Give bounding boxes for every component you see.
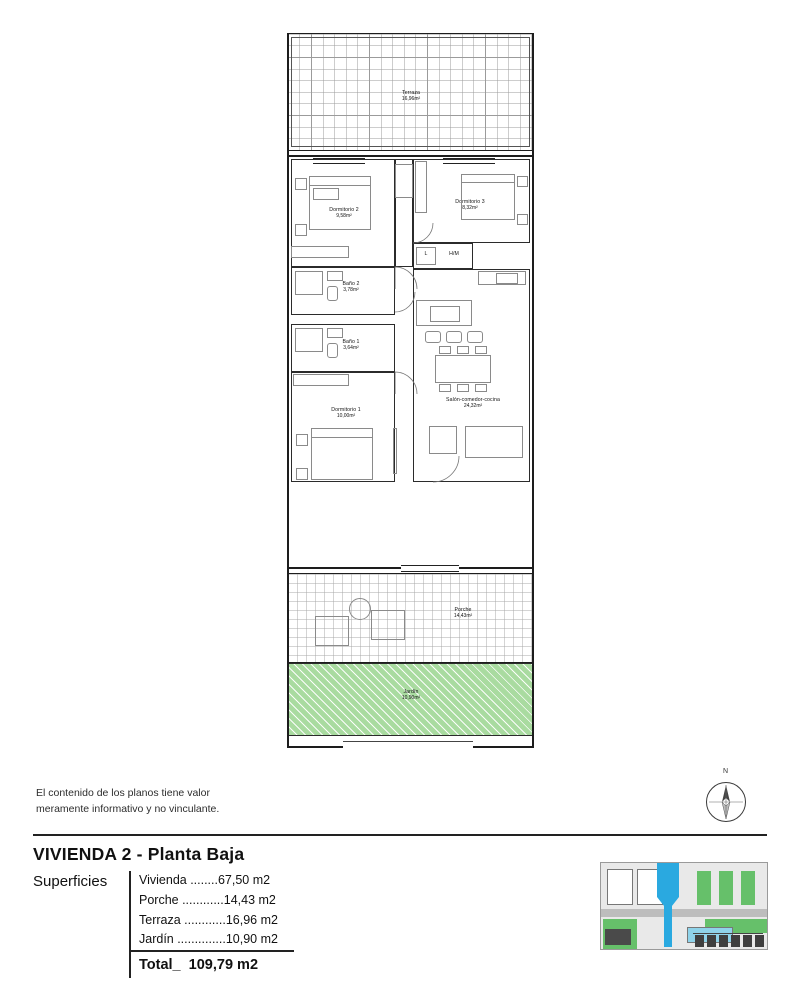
dining-chair-3 bbox=[475, 346, 487, 354]
kitchen-counter-left bbox=[416, 300, 472, 326]
disclaimer-line-2: meramente informativo y no vinculante. bbox=[36, 802, 220, 815]
plot-boundary-right bbox=[532, 33, 534, 748]
total-value: Total_ 109,79 m2 bbox=[139, 957, 259, 973]
cooktop bbox=[496, 273, 518, 284]
bar-stool-1 bbox=[425, 331, 441, 343]
compass-needle-icon bbox=[697, 768, 757, 828]
nightstand-3a bbox=[517, 176, 528, 187]
surfaces-list bbox=[129, 871, 278, 950]
terrace-label: Terraza 16,96m² bbox=[401, 90, 421, 102]
bar-stool-2 bbox=[446, 331, 462, 343]
plot-boundary-left bbox=[287, 33, 289, 748]
nightstand-3b bbox=[517, 214, 528, 225]
sink-2 bbox=[327, 271, 343, 281]
nightstand-2b bbox=[295, 224, 307, 236]
surface-row-jardin: Jardín ..............10,90 m2 bbox=[139, 932, 278, 947]
bed-headboard-2 bbox=[309, 176, 371, 186]
disclaimer-line-1: El contenido de los planos tiene valor bbox=[36, 787, 210, 799]
keyplan-parking bbox=[605, 929, 631, 945]
living-dining-kitchen-label: Salón-comedor-cocina 24,32m² bbox=[446, 397, 500, 409]
total-row bbox=[129, 952, 258, 978]
bathroom-2-label: Baño 2 3,78m² bbox=[342, 281, 360, 293]
bed-headboard-3 bbox=[461, 174, 515, 183]
disclaimer-text bbox=[36, 786, 456, 818]
sofa bbox=[465, 426, 523, 458]
dining-chair-1 bbox=[439, 346, 451, 354]
compass-rose bbox=[697, 768, 757, 828]
laundry-annotation: L bbox=[424, 251, 428, 257]
keyplan-green-top bbox=[697, 871, 711, 905]
dining-chair-4 bbox=[439, 384, 451, 392]
wardrobe-2 bbox=[291, 246, 349, 258]
wardrobe-1 bbox=[293, 374, 349, 386]
keyplan-unit-1 bbox=[695, 935, 704, 947]
bathroom-1-label: Baño 1 3,64m² bbox=[342, 339, 360, 351]
nightstand-1b bbox=[296, 468, 308, 480]
nightstand-2a bbox=[295, 178, 307, 190]
porch-armchair-2 bbox=[371, 610, 405, 640]
compass-north-label: N bbox=[723, 768, 729, 775]
wardrobe-3 bbox=[415, 161, 427, 213]
sliding-door-porch bbox=[401, 565, 459, 572]
toilet-2 bbox=[327, 286, 338, 301]
keyplan-road bbox=[601, 909, 768, 917]
site-key-plan bbox=[600, 862, 768, 950]
nightstand-1a bbox=[296, 434, 308, 446]
bedroom-2-label: Dormitorio 2 9,58m² bbox=[329, 207, 359, 219]
keyplan-green-top3 bbox=[741, 871, 755, 905]
location-marker-icon bbox=[657, 862, 679, 897]
keyplan-green-top2 bbox=[719, 871, 733, 905]
entry-gap bbox=[343, 743, 473, 748]
bedroom-1-label: Dormitorio 1 10,00m² bbox=[331, 407, 361, 419]
titleblock-divider bbox=[33, 834, 767, 836]
porch-label: Porche 14,43m² bbox=[453, 607, 473, 619]
dining-table bbox=[435, 355, 491, 383]
coffee-table bbox=[429, 426, 457, 454]
shower-1 bbox=[295, 328, 323, 352]
keyplan-unit-5 bbox=[743, 935, 752, 947]
keyplan-unit-4 bbox=[731, 935, 740, 947]
entry-threshold bbox=[343, 741, 473, 742]
terrace-inner-edge bbox=[291, 37, 530, 147]
plan-canvas bbox=[283, 28, 538, 750]
surfaces-label: Superficies bbox=[33, 873, 108, 890]
keyplan-unit-3 bbox=[719, 935, 728, 947]
pillow-2a bbox=[313, 188, 339, 200]
dining-chair-5 bbox=[457, 384, 469, 392]
porch-armchair-1 bbox=[315, 616, 349, 646]
garden-label: Jardín 10,90m² bbox=[401, 689, 421, 701]
bar-stool-3 bbox=[467, 331, 483, 343]
keyplan-unit-2 bbox=[707, 935, 716, 947]
dining-chair-2 bbox=[457, 346, 469, 354]
bed-headboard-1 bbox=[311, 428, 373, 438]
shower-2 bbox=[295, 271, 323, 295]
surface-row-porche: Porche ............14,43 m2 bbox=[139, 892, 276, 907]
porch-round-table bbox=[349, 598, 371, 620]
dining-chair-6 bbox=[475, 384, 487, 392]
page-title: VIVIENDA 2 - Planta Baja bbox=[33, 844, 245, 864]
surface-row-terraza: Terraza ............16,96 m2 bbox=[139, 912, 278, 927]
hall-closet bbox=[395, 164, 413, 198]
window-bedroom1-south bbox=[393, 428, 397, 474]
keyplan-block-a bbox=[607, 869, 633, 905]
bedroom-3-label: Dormitorio 3 8,32m² bbox=[455, 199, 485, 211]
sink-1 bbox=[327, 328, 343, 338]
water-heater-annotation: H/M bbox=[449, 251, 459, 257]
surface-row-vivienda: Vivienda ........67,50 m2 bbox=[139, 873, 271, 887]
keyplan-unit-6 bbox=[755, 935, 764, 947]
toilet-1 bbox=[327, 343, 338, 358]
